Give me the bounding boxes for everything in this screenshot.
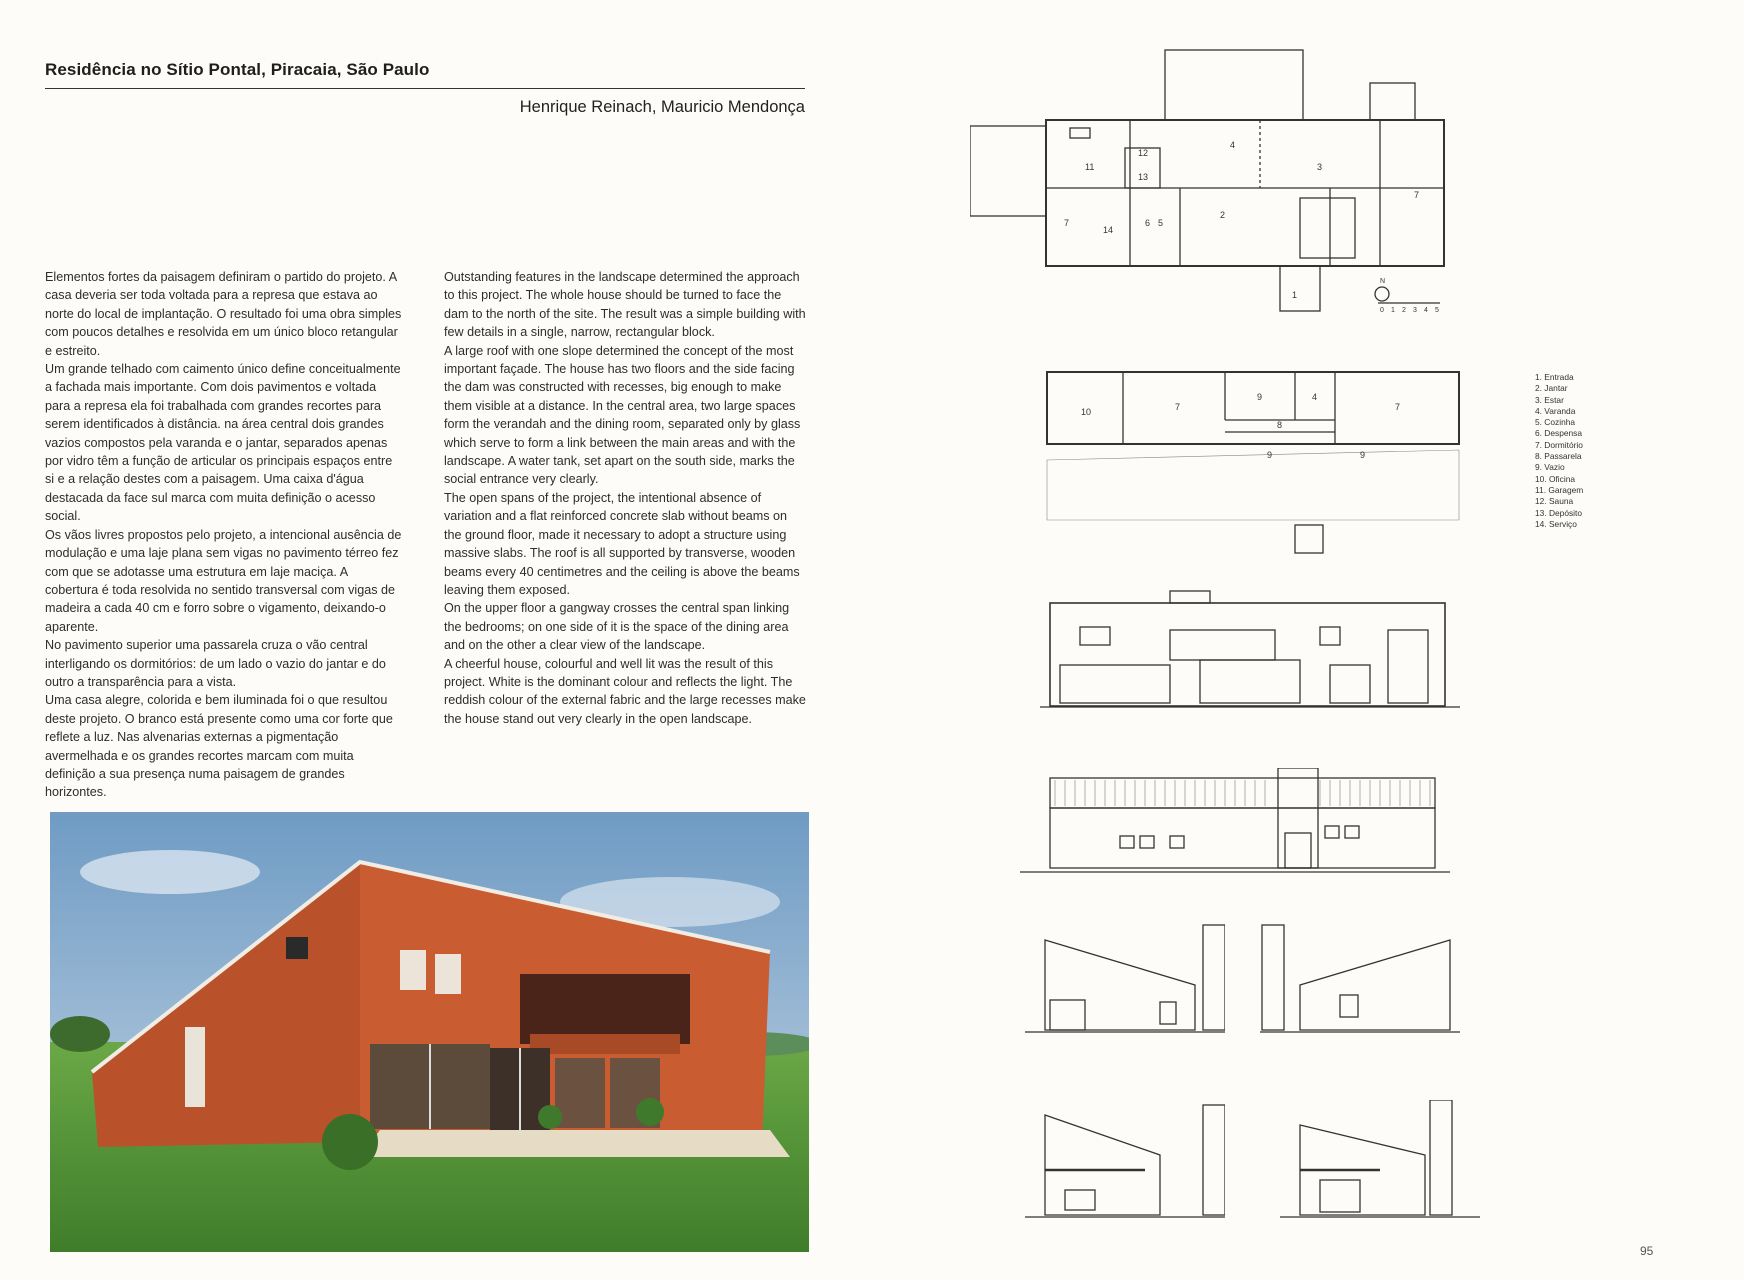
room-label: 3 (1317, 162, 1323, 172)
legend-item: 6. Despensa (1535, 428, 1583, 439)
north-elevation (1040, 585, 1460, 715)
legend-item: 7. Dormitório (1535, 439, 1583, 450)
room-label: 4 (1230, 140, 1236, 150)
legend-item: 3. Estar (1535, 394, 1564, 405)
east-elevation (1260, 920, 1460, 1040)
paragraph: A cheerful house, colourful and well lit was the result of this project. White is the dominant colour and reflects the light. The reddish colour of the external fabric and the large recesses make the house stand out very clearly in the open landscape. (444, 656, 806, 726)
page-number: 95 (1640, 1244, 1654, 1258)
north-label: N (1380, 278, 1386, 285)
scale-tick: 2 (1402, 307, 1406, 314)
legend-item: 10. Oficina (1535, 473, 1576, 484)
scale-tick: 3 (1413, 307, 1417, 314)
paragraph: No pavimento superior uma passarela cruza o vão central interligando os dormitórios: de um lado o vazio do jantar e do outro a transparência para a vista. (45, 638, 386, 689)
room-label: 14 (1103, 225, 1114, 235)
legend-item: 2. Jantar (1535, 383, 1568, 394)
ground-plan-labels (1064, 140, 1439, 314)
legend-item: 12. Sauna (1535, 496, 1574, 507)
room-label: 5 (1158, 218, 1164, 228)
legend-item: 8. Passarela (1535, 451, 1582, 462)
text-column-english (444, 268, 808, 728)
paragraph: Uma casa alegre, colorida e bem iluminada foi o que resultou deste projeto. O branco está presente como uma cor forte que reflete a luz. Nas alvenarias externas a pigmentação avermelhada e os grandes recortes marcam com muita definição a sua presença numa paisagem de grandes horizontes. (45, 693, 393, 800)
room-label: 13 (1138, 172, 1149, 182)
scale-tick: 0 (1380, 307, 1384, 314)
title-rule (45, 88, 805, 89)
paragraph: The open spans of the project, the intentional absence of variation and a flat reinforced concrete slab without beams on the ground floor, made it necessary to adopt a structure using massive slabs. The roof is all supported by transverse, wooden beams every 40 centimetres and the ceiling is above the beams leaving them exposed. (444, 490, 800, 597)
paragraph: On the upper floor a gangway crosses the central span linking the bedrooms; on one side of it is the space of the dining area and on the other a clear view of the landscape. (444, 601, 790, 653)
page-title: Residência no Sítio Pontal, Piracaia, São Paulo (45, 60, 430, 79)
paragraph: Elementos fortes da paisagem definiram o partido do projeto. A casa deveria ser toda voltada para a represa que estava ao norte do local de implantação. O resultado foi uma obra simples com poucos detalhes e resolvida em um único bloco retangular e estreito. (45, 270, 402, 358)
text-column-portuguese (45, 268, 402, 802)
paragraph: A large roof with one slope determined the concept of the most important façade. The house has two floors and the side facing the dam was constructed with recesses, big enough to make them visible at a distance. In the central area, two large spaces form the verandah and the dining room, separated only by glass which serve to form a link between the main areas and with the landscape. A water tank, set apart on the south side, marks the social entrance very clearly. (444, 343, 801, 487)
room-label: 7 (1175, 402, 1181, 412)
house-photograph (50, 812, 809, 1252)
legend-item: 1. Entrada (1535, 372, 1574, 382)
paragraph: Outstanding features in the landscape determined the approach to this project. The whole house should be turned to face the dam to the north of the site. The result was a simple building with few details in a single, narrow, rectangular block. (444, 270, 806, 340)
room-label: 9 (1360, 450, 1366, 460)
room-legend (1535, 372, 1583, 530)
section-b (1280, 1100, 1480, 1220)
scale-tick: 5 (1435, 307, 1439, 314)
room-label: 4 (1312, 392, 1318, 402)
section-a (1025, 1100, 1225, 1220)
room-label: 9 (1267, 450, 1273, 460)
room-label: 12 (1138, 148, 1149, 158)
room-label: 2 (1220, 210, 1226, 220)
paragraph: Os vãos livres propostos pelo projeto, a intencional ausência de modulação e uma laje plana sem vigas no pavimento térreo fez com que se adotasse uma estrutura em laje maciça. A cobertura é toda resolvida no sentido transversal com vigas de madeira a cada 40 cm e forro sobre o vigamento, deixando-o aparente. (45, 527, 402, 634)
room-label: 7 (1414, 190, 1420, 200)
west-elevation (1025, 920, 1225, 1040)
ground-floor-plan (970, 48, 1470, 318)
room-label: 1 (1292, 290, 1298, 300)
upper-floor-plan (1045, 370, 1465, 560)
upper-plan-labels (1081, 392, 1400, 460)
room-label: 6 (1145, 218, 1151, 228)
room-label: 8 (1277, 420, 1283, 430)
paragraph: Um grande telhado com caimento único define conceitualmente a fachada mais importante. Com dois pavimentos e voltada para a represa ela foi trabalhada com grandes recortes para serem identificados à distância. na área central dois grandes vazios compostos pela varanda e o jantar, separados apenas por vidro têm a função de articular os principais espaços entre si e a relação destes com a paisagem. Uma caixa d'água destacada da face sul marca com muita definição o acesso social. (45, 362, 401, 524)
scale-tick: 4 (1424, 307, 1428, 314)
authors: Henrique Reinach, Mauricio Mendonça (519, 98, 805, 116)
scale-tick: 1 (1391, 307, 1395, 314)
legend-item: 5. Cozinha (1535, 417, 1576, 428)
south-elevation (1020, 768, 1450, 883)
legend-item: 4. Varanda (1535, 405, 1576, 416)
room-label: 7 (1064, 218, 1070, 228)
room-label: 11 (1085, 162, 1095, 172)
room-label: 9 (1257, 392, 1263, 402)
legend-item: 13. Depósito (1535, 507, 1583, 518)
legend-item: 9. Vazio (1535, 462, 1565, 473)
room-label: 7 (1395, 402, 1401, 412)
legend-item: 11. Garagem (1535, 484, 1584, 495)
legend-item: 14. Serviço (1535, 518, 1577, 529)
room-label: 10 (1081, 407, 1092, 417)
